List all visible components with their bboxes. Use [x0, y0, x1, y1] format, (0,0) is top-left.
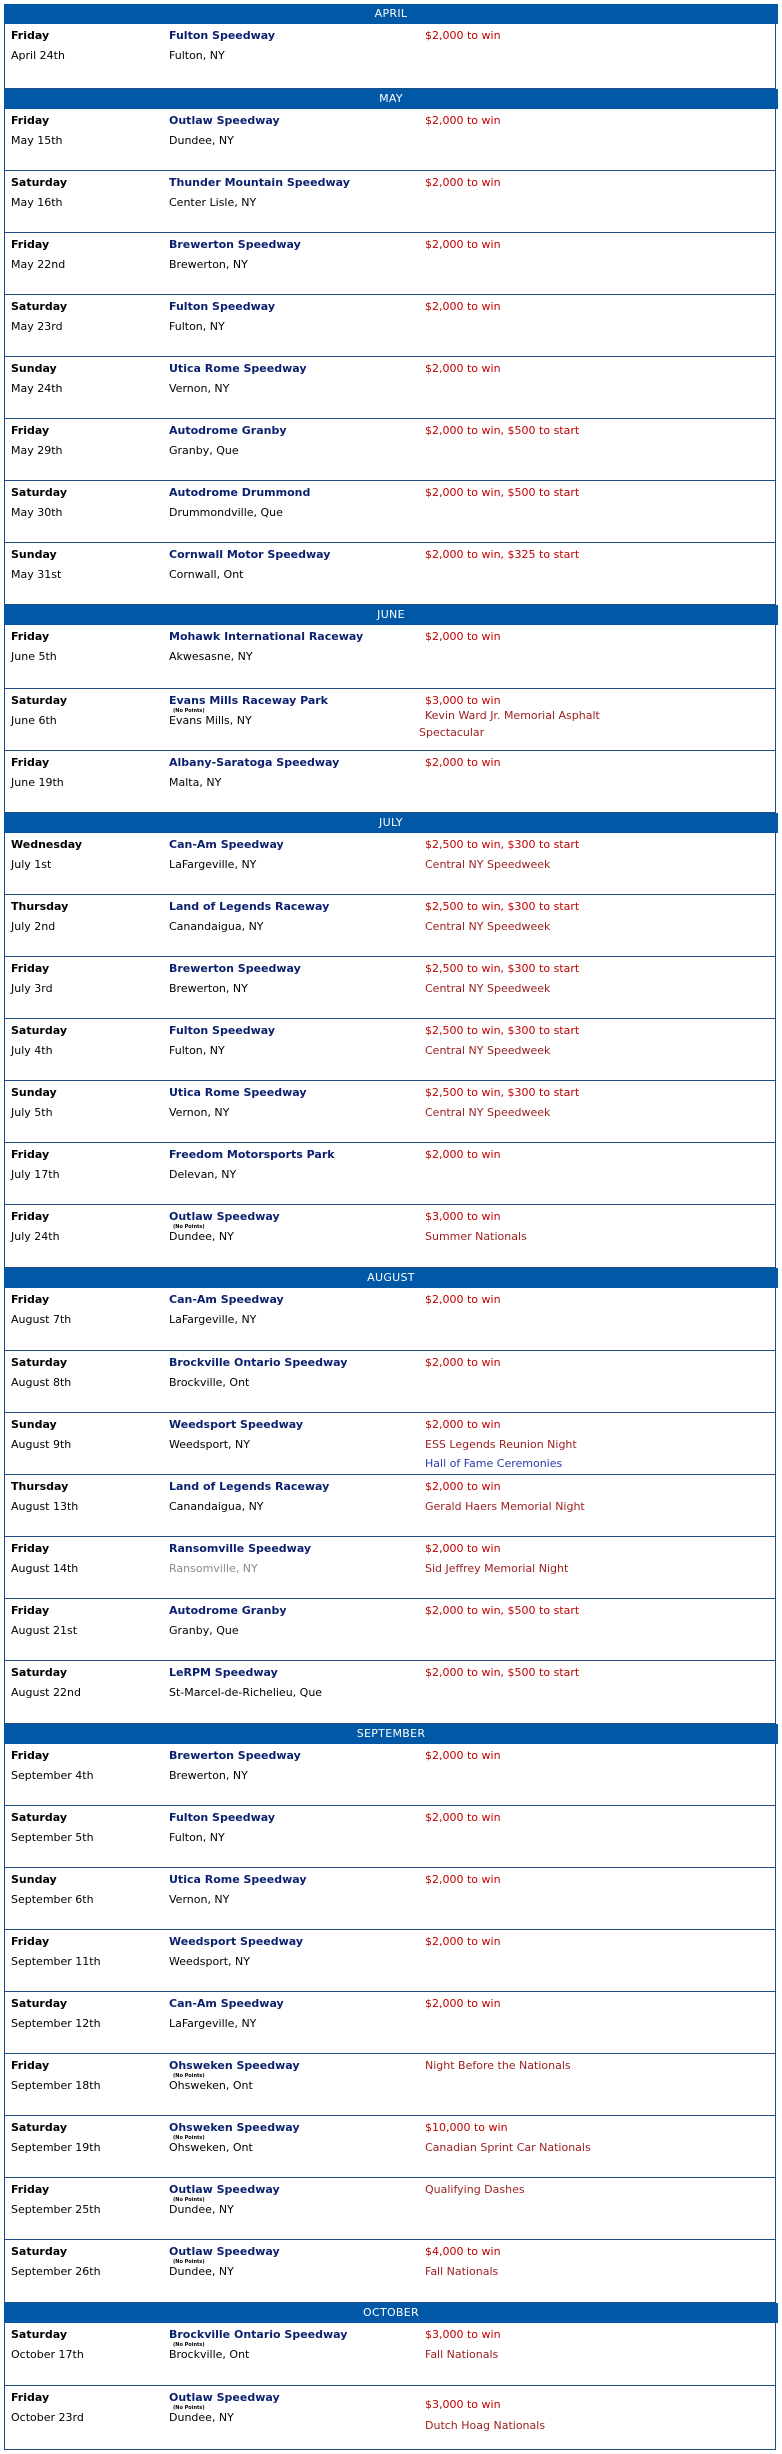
event-day: Sunday — [11, 1086, 57, 1099]
event-subtitle[interactable]: Hall of Fame Ceremonies — [425, 1457, 563, 1470]
event-purse: $2,000 to win — [425, 1418, 501, 1431]
track-link[interactable]: Weedsport Speedway — [169, 1418, 304, 1431]
event-row — [4, 2178, 776, 2240]
track-link[interactable]: Outlaw Speedway — [169, 114, 280, 127]
event-purse: $3,000 to win — [425, 694, 501, 707]
event-date: September 19th — [11, 2141, 101, 2154]
no-points-note: (No Points) — [173, 2405, 205, 2411]
event-day: Friday — [11, 1935, 50, 1948]
track-link[interactable]: Cornwall Motor Speedway — [169, 548, 331, 561]
event-date: July 5th — [11, 1106, 53, 1119]
event-purse: $2,000 to win — [425, 1542, 501, 1555]
event-row — [4, 109, 776, 171]
event-day: Friday — [11, 1293, 50, 1306]
event-row — [4, 625, 776, 689]
track-link[interactable]: Evans Mills Raceway Park — [169, 694, 329, 707]
event-purse: $2,000 to win — [425, 1480, 501, 1493]
event-purse: Night Before the Nationals — [425, 2059, 571, 2072]
event-date: September 26th — [11, 2265, 101, 2278]
event-day: Friday — [11, 29, 50, 42]
event-location: Akwesasne, NY — [169, 650, 253, 663]
event-date: October 23rd — [11, 2411, 84, 2424]
event-location: Granby, Que — [169, 1624, 239, 1637]
event-purse: $2,500 to win, $300 to start — [425, 1086, 580, 1099]
event-day: Thursday — [11, 900, 69, 913]
event-purse: $2,000 to win, $325 to start — [425, 548, 580, 561]
event-row — [4, 24, 776, 89]
track-link[interactable]: Fulton Speedway — [169, 1811, 276, 1824]
event-title: Central NY Speedweek — [425, 1106, 551, 1119]
event-date: July 2nd — [11, 920, 56, 933]
event-purse: $2,000 to win — [425, 1356, 501, 1369]
event-day: Saturday — [11, 694, 67, 707]
event-day: Friday — [11, 1148, 50, 1161]
event-location: Dundee, NY — [169, 2411, 234, 2424]
event-day: Saturday — [11, 2328, 67, 2341]
track-link[interactable]: Weedsport Speedway — [169, 1935, 304, 1948]
event-location: Fulton, NY — [169, 49, 225, 62]
event-title-cont: Spectacular — [419, 726, 485, 739]
event-purse: $2,000 to win — [425, 1148, 501, 1161]
event-location: Vernon, NY — [169, 1893, 230, 1906]
event-day: Thursday — [11, 1480, 69, 1493]
event-location: Fulton, NY — [169, 1831, 225, 1844]
event-location: Dundee, NY — [169, 2203, 234, 2216]
event-location: LaFargeville, NY — [169, 2017, 257, 2030]
event-day: Friday — [11, 1604, 50, 1617]
event-location: Ohsweken, Ont — [169, 2079, 253, 2092]
event-day: Saturday — [11, 1024, 67, 1037]
event-day: Saturday — [11, 486, 67, 499]
event-date: August 8th — [11, 1376, 72, 1389]
event-purse: $2,000 to win — [425, 1935, 501, 1948]
event-purse: $2,500 to win, $300 to start — [425, 900, 580, 913]
event-location: Dundee, NY — [169, 134, 234, 147]
no-points-note: (No Points) — [173, 2259, 205, 2265]
track-link[interactable]: Freedom Motorsports Park — [169, 1148, 335, 1161]
event-row — [4, 1205, 776, 1268]
event-row — [4, 543, 776, 605]
track-link[interactable]: Brockville Ontario Speedway — [169, 1356, 348, 1369]
track-link[interactable]: Brewerton Speedway — [169, 238, 301, 251]
event-day: Sunday — [11, 1418, 57, 1431]
event-row — [4, 1288, 776, 1351]
month-header: MAY — [4, 89, 778, 109]
event-row — [4, 481, 776, 543]
event-location: LaFargeville, NY — [169, 858, 257, 871]
event-location: Ransomville, NY — [169, 1562, 258, 1575]
event-date: September 4th — [11, 1769, 94, 1782]
event-location: Cornwall, Ont — [169, 568, 244, 581]
event-purse: $2,500 to win, $300 to start — [425, 1024, 580, 1037]
event-date: August 21st — [11, 1624, 78, 1637]
event-location: Brockville, Ont — [169, 1376, 250, 1389]
event-purse: $2,000 to win — [425, 1749, 501, 1762]
event-purse: Qualifying Dashes — [425, 2183, 525, 2196]
track-link[interactable]: Brewerton Speedway — [169, 1749, 301, 1762]
event-row — [4, 1081, 776, 1143]
event-date: April 24th — [11, 49, 65, 62]
track-link[interactable]: Brewerton Speedway — [169, 962, 301, 975]
event-title: Central NY Speedweek — [425, 982, 551, 995]
track-link[interactable]: LeRPM Speedway — [169, 1666, 278, 1679]
track-link[interactable]: Ransomville Speedway — [169, 1542, 312, 1555]
event-location: Vernon, NY — [169, 1106, 230, 1119]
event-day: Saturday — [11, 1666, 67, 1679]
event-purse: $2,000 to win — [425, 630, 501, 643]
track-link[interactable]: Land of Legends Raceway — [169, 1480, 330, 1493]
event-day: Saturday — [11, 1997, 67, 2010]
event-row — [4, 1351, 776, 1413]
event-day: Sunday — [11, 548, 57, 561]
event-title: Fall Nationals — [425, 2348, 499, 2361]
no-points-note: (No Points) — [173, 708, 205, 714]
event-date: September 12th — [11, 2017, 101, 2030]
event-location: Granby, Que — [169, 444, 239, 457]
event-date: August 13th — [11, 1500, 79, 1513]
month-header: APRIL — [4, 4, 778, 24]
event-purse: $2,500 to win, $300 to start — [425, 838, 580, 851]
event-day: Sunday — [11, 362, 57, 375]
event-date: July 24th — [11, 1230, 60, 1243]
event-purse: $2,000 to win, $500 to start — [425, 1604, 580, 1617]
event-day: Friday — [11, 424, 50, 437]
month-header: OCTOBER — [4, 2303, 778, 2323]
event-row — [4, 1868, 776, 1930]
track-link[interactable]: Ohsweken Speedway — [169, 2059, 300, 2072]
event-title: ESS Legends Reunion Night — [425, 1438, 577, 1451]
event-purse: $2,000 to win — [425, 1811, 501, 1824]
event-row — [4, 419, 776, 481]
event-row — [4, 233, 776, 295]
event-date: September 5th — [11, 1831, 94, 1844]
track-link[interactable]: Fulton Speedway — [169, 300, 276, 313]
event-date: July 17th — [11, 1168, 60, 1181]
event-location: Brewerton, NY — [169, 982, 248, 995]
event-purse: $3,000 to win — [425, 2398, 501, 2411]
track-link[interactable]: Thunder Mountain Speedway — [169, 176, 350, 189]
event-row — [4, 833, 776, 895]
event-title: Summer Nationals — [425, 1230, 527, 1243]
month-header: AUGUST — [4, 1268, 778, 1288]
event-day: Friday — [11, 238, 50, 251]
track-link[interactable]: Outlaw Speedway — [169, 2245, 280, 2258]
event-location: Dundee, NY — [169, 1230, 234, 1243]
event-purse: $2,000 to win — [425, 362, 501, 375]
track-link[interactable]: Mohawk International Raceway — [169, 630, 364, 643]
event-date: October 17th — [11, 2348, 84, 2361]
no-points-note: (No Points) — [173, 2073, 205, 2079]
event-date: July 1st — [11, 858, 52, 871]
event-location: Drummondville, Que — [169, 506, 283, 519]
event-day: Friday — [11, 1542, 50, 1555]
event-location: Delevan, NY — [169, 1168, 237, 1181]
event-title: Sid Jeffrey Memorial Night — [425, 1562, 569, 1575]
event-day: Friday — [11, 2183, 50, 2196]
event-date: May 23rd — [11, 320, 63, 333]
event-date: September 25th — [11, 2203, 101, 2216]
event-row — [4, 1475, 776, 1537]
event-location: Weedsport, NY — [169, 1438, 250, 1451]
event-purse: $4,000 to win — [425, 2245, 501, 2258]
event-date: June 5th — [11, 650, 57, 663]
event-day: Friday — [11, 1210, 50, 1223]
track-link[interactable]: Fulton Speedway — [169, 29, 276, 42]
track-link[interactable]: Autodrome Granby — [169, 424, 287, 437]
event-date: August 7th — [11, 1313, 72, 1326]
event-title: Canadian Sprint Car Nationals — [425, 2141, 591, 2154]
track-link[interactable]: Utica Rome Speedway — [169, 362, 307, 375]
event-purse: $2,000 to win, $500 to start — [425, 424, 580, 437]
event-location: St-Marcel-de-Richelieu, Que — [169, 1686, 323, 1699]
event-row — [4, 1930, 776, 1992]
event-date: May 30th — [11, 506, 63, 519]
month-header: SEPTEMBER — [4, 1724, 778, 1744]
no-points-note: (No Points) — [173, 2342, 205, 2348]
event-day: Friday — [11, 2391, 50, 2404]
event-purse: $2,000 to win — [425, 300, 501, 313]
event-title: Kevin Ward Jr. Memorial Asphalt — [425, 709, 600, 722]
event-row — [4, 1992, 776, 2054]
event-location: Ohsweken, Ont — [169, 2141, 253, 2154]
event-date: September 18th — [11, 2079, 101, 2092]
event-purse: $2,000 to win — [425, 1873, 501, 1886]
event-row — [4, 295, 776, 357]
event-purse: $3,000 to win — [425, 2328, 501, 2341]
event-row — [4, 171, 776, 233]
event-day: Saturday — [11, 1811, 67, 1824]
track-link[interactable]: Albany-Saratoga Speedway — [169, 756, 340, 769]
track-link[interactable]: Outlaw Speedway — [169, 2391, 280, 2404]
month-header: JUNE — [4, 605, 778, 625]
event-purse: $2,000 to win — [425, 29, 501, 42]
event-row — [4, 1599, 776, 1661]
track-link[interactable]: Can-Am Speedway — [169, 1997, 284, 2010]
track-link[interactable]: Autodrome Granby — [169, 1604, 287, 1617]
event-row — [4, 957, 776, 1019]
event-title: Central NY Speedweek — [425, 1044, 551, 1057]
event-date: September 6th — [11, 1893, 94, 1906]
event-date: May 29th — [11, 444, 63, 457]
event-row — [4, 1413, 776, 1475]
event-day: Friday — [11, 114, 50, 127]
event-date: May 24th — [11, 382, 63, 395]
event-date: August 22nd — [11, 1686, 81, 1699]
event-day: Friday — [11, 962, 50, 975]
event-day: Friday — [11, 630, 50, 643]
track-link[interactable]: Land of Legends Raceway — [169, 900, 330, 913]
event-row — [4, 751, 776, 813]
track-link[interactable]: Outlaw Speedway — [169, 2183, 280, 2196]
event-purse: $2,000 to win, $500 to start — [425, 1666, 580, 1679]
event-location: Fulton, NY — [169, 320, 225, 333]
event-row — [4, 357, 776, 419]
track-link[interactable]: Autodrome Drummond — [169, 486, 311, 499]
event-title: Fall Nationals — [425, 2265, 499, 2278]
event-row — [4, 1661, 776, 1724]
event-row — [4, 1537, 776, 1599]
event-location: Canandaigua, NY — [169, 920, 264, 933]
event-location: Brewerton, NY — [169, 258, 248, 271]
no-points-note: (No Points) — [173, 1224, 205, 1230]
track-link[interactable]: Ohsweken Speedway — [169, 2121, 300, 2134]
event-day: Saturday — [11, 300, 67, 313]
event-row — [4, 1744, 776, 1806]
event-purse: $2,000 to win — [425, 114, 501, 127]
event-location: Fulton, NY — [169, 1044, 225, 1057]
event-location: Weedsport, NY — [169, 1955, 250, 1968]
track-link[interactable]: Brockville Ontario Speedway — [169, 2328, 348, 2341]
event-day: Saturday — [11, 2245, 67, 2258]
event-purse: $10,000 to win — [425, 2121, 508, 2134]
event-day: Saturday — [11, 1356, 67, 1369]
event-title: Gerald Haers Memorial Night — [425, 1500, 585, 1513]
event-purse: $2,000 to win — [425, 1997, 501, 2010]
event-date: August 14th — [11, 1562, 79, 1575]
event-row — [4, 895, 776, 957]
event-location: Dundee, NY — [169, 2265, 234, 2278]
event-purse: $2,000 to win, $500 to start — [425, 486, 580, 499]
no-points-note: (No Points) — [173, 2135, 205, 2141]
event-location: Brockville, Ont — [169, 2348, 250, 2361]
event-row — [4, 689, 776, 751]
event-location: LaFargeville, NY — [169, 1313, 257, 1326]
event-day: Friday — [11, 756, 50, 769]
event-date: May 16th — [11, 196, 63, 209]
event-row — [4, 2054, 776, 2116]
event-title: Central NY Speedweek — [425, 920, 551, 933]
event-location: Brewerton, NY — [169, 1769, 248, 1782]
event-day: Wednesday — [11, 838, 83, 851]
event-row — [4, 2116, 776, 2178]
event-location: Center Lisle, NY — [169, 196, 257, 209]
event-purse: $3,000 to win — [425, 1210, 501, 1223]
event-purse: $2,000 to win — [425, 756, 501, 769]
event-location: Malta, NY — [169, 776, 222, 789]
event-date: June 19th — [11, 776, 64, 789]
event-location: Canandaigua, NY — [169, 1500, 264, 1513]
event-row — [4, 2323, 776, 2386]
event-day: Saturday — [11, 176, 67, 189]
event-date: June 6th — [11, 714, 57, 727]
track-link[interactable]: Utica Rome Speedway — [169, 1873, 307, 1886]
track-link[interactable]: Utica Rome Speedway — [169, 1086, 307, 1099]
event-date: May 15th — [11, 134, 63, 147]
track-link[interactable]: Outlaw Speedway — [169, 1210, 280, 1223]
event-row — [4, 1143, 776, 1205]
event-day: Friday — [11, 1749, 50, 1762]
event-day: Sunday — [11, 1873, 57, 1886]
event-row — [4, 2386, 776, 2450]
event-row — [4, 1806, 776, 1868]
track-link[interactable]: Can-Am Speedway — [169, 1293, 284, 1306]
month-header: JULY — [4, 813, 778, 833]
event-date: May 22nd — [11, 258, 66, 271]
event-location: Evans Mills, NY — [169, 714, 252, 727]
track-link[interactable]: Fulton Speedway — [169, 1024, 276, 1037]
event-title: Dutch Hoag Nationals — [425, 2419, 546, 2432]
event-date: September 11th — [11, 1955, 101, 1968]
event-purse: $2,000 to win — [425, 238, 501, 251]
event-row — [4, 2240, 776, 2303]
no-points-note: (No Points) — [173, 2197, 205, 2203]
event-date: July 4th — [11, 1044, 53, 1057]
track-link[interactable]: Can-Am Speedway — [169, 838, 284, 851]
event-day: Friday — [11, 2059, 50, 2072]
event-purse: $2,500 to win, $300 to start — [425, 962, 580, 975]
event-location: Vernon, NY — [169, 382, 230, 395]
event-purse: $2,000 to win — [425, 1293, 501, 1306]
event-row — [4, 1019, 776, 1081]
event-day: Saturday — [11, 2121, 67, 2134]
event-date: May 31st — [11, 568, 62, 581]
event-purse: $2,000 to win — [425, 176, 501, 189]
event-date: July 3rd — [11, 982, 53, 995]
event-title: Central NY Speedweek — [425, 858, 551, 871]
event-date: August 9th — [11, 1438, 72, 1451]
